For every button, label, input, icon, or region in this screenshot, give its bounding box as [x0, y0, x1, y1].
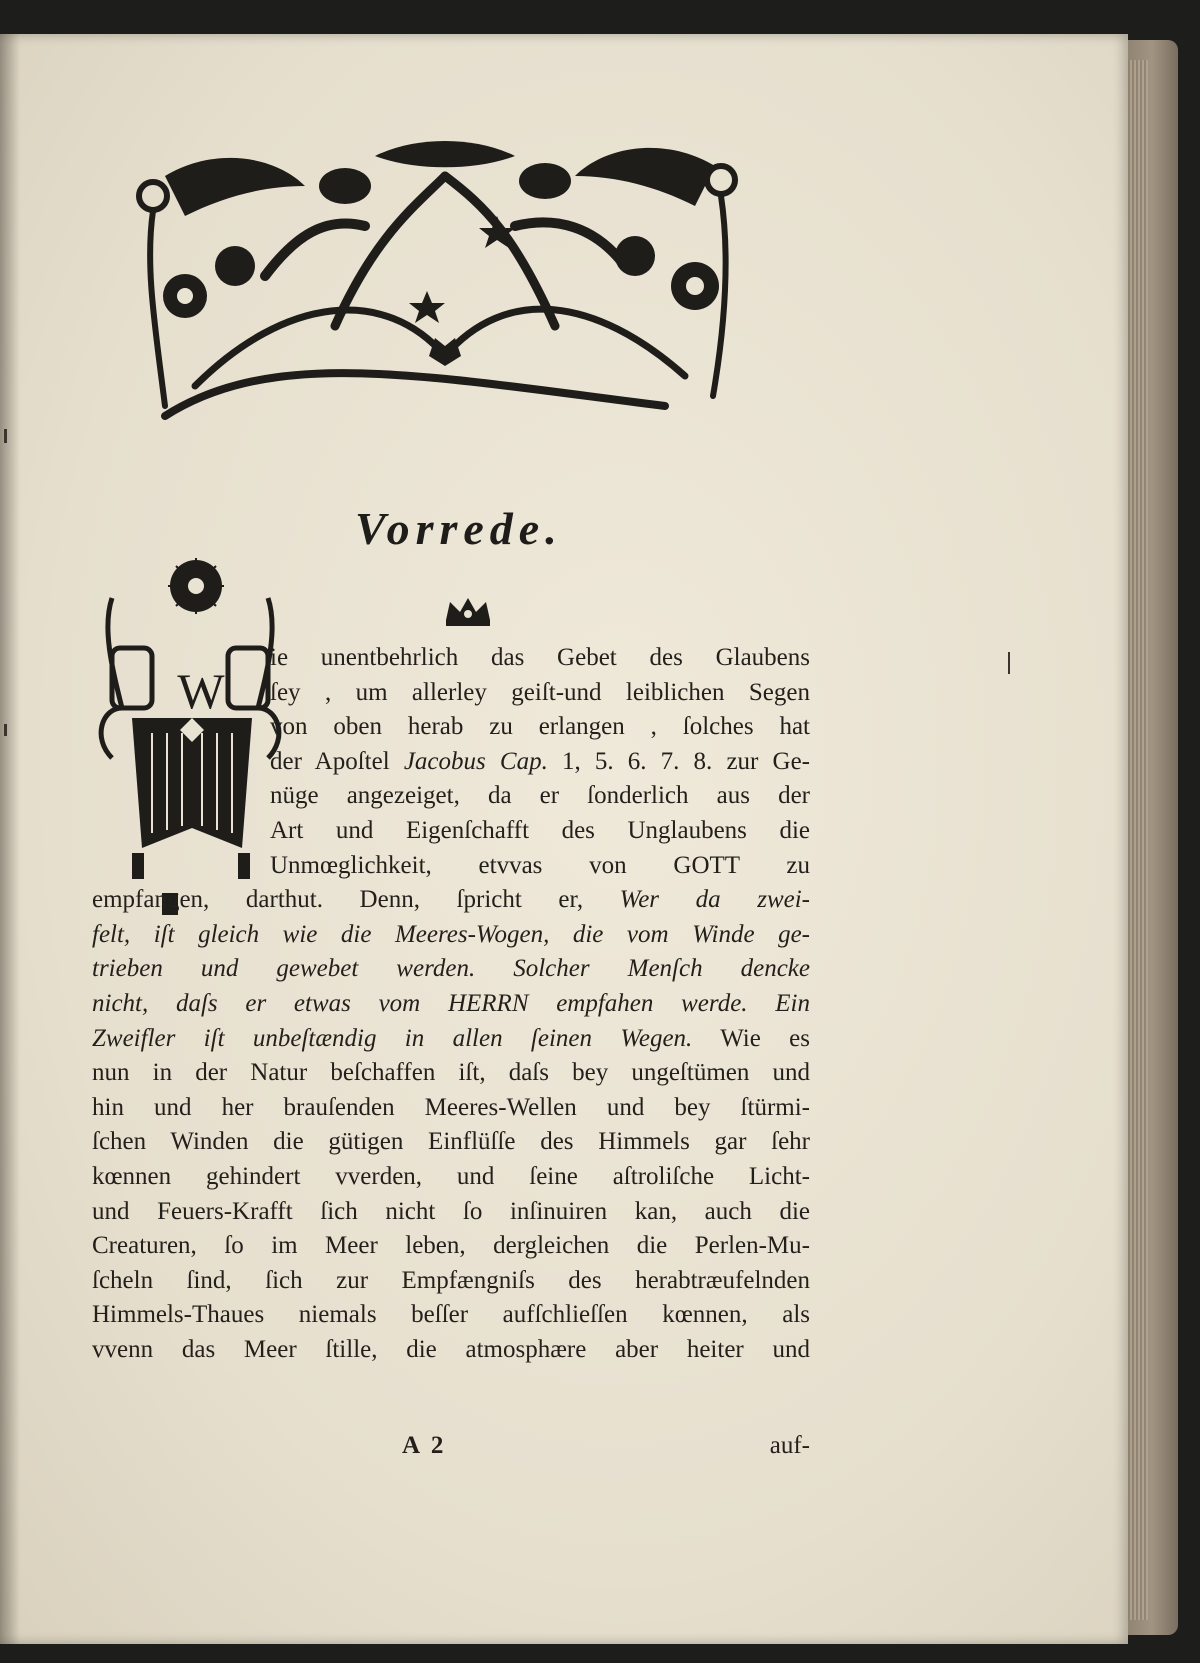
text-line: nicht, daſs er etwas vom HERRN empfahen werde. Ein: [92, 990, 810, 1017]
drop-cap-letter: W: [177, 663, 225, 719]
text-line: Creaturen, ſo im Meer leben, dergleichen die Perlen-Mu-: [92, 1232, 810, 1260]
page-footer: [92, 1432, 810, 1472]
text-line: Unmœglichkeit, etvvas von GOTT zu: [270, 851, 810, 879]
text-line: Zweifler iſt unbeſtændig in allen ſeinen Wegen. Wie es: [92, 1024, 810, 1052]
crown-ornament: [440, 594, 496, 628]
text-line: und Feuers-Krafft ſich nicht ſo inſinuiren kan, auch die: [92, 1197, 810, 1225]
text-line: vvenn das Meer ſtille, die atmosphære aber heiter und: [92, 1336, 810, 1363]
text-line: Himmels-Thaues niemals beſſer aufſchlieſſen kœnnen, als: [92, 1301, 810, 1329]
text-line: trieben und gewebet werden. Solcher Menſch dencke: [92, 955, 810, 983]
text-line: nüge angezeiget, da er ſonderlich aus der: [270, 782, 810, 810]
page-gutter: [0, 34, 20, 1644]
page-title: Vorrede.: [355, 503, 563, 554]
text-line: kœnnen gehindert vverden, und ſeine aſtroliſche Licht-: [92, 1163, 810, 1190]
book-page: [0, 34, 1128, 1644]
text-line: ſcheln ſind, ſich zur Empfængniſs des herabtræufelnden: [92, 1266, 810, 1294]
text-line: ſey , um allerley geiſt-und leiblichen Segen: [270, 678, 810, 706]
text-line: nun in der Natur beſchaffen iſt, daſs bey ungeſtümen und: [92, 1059, 810, 1087]
text-line: ſchen Winden die gütigen Einflüſſe des Himmels gar ſehr: [92, 1128, 810, 1156]
text-line: ie unentbehrlich das Gebet des Glaubens: [270, 644, 810, 671]
woodcut-headpiece-vignette: [125, 116, 755, 436]
text-line: empfangen, darthut. Denn, ſpricht er, Wer da zwei-: [92, 886, 810, 914]
text-line: felt, iſt gleich wie die Meeres-Wogen, die vom Winde ge-: [92, 920, 810, 948]
margin-mark: [4, 724, 7, 736]
catchword: auf-: [769, 1432, 810, 1459]
margin-mark: [1008, 652, 1010, 674]
ornamental-initial-frame: [92, 558, 288, 916]
text-line: der Apoſtel Jacobus Cap. 1, 5. 6. 7. 8. zur Ge-: [270, 747, 810, 775]
text-line: Art und Eigenſchafft des Unglaubens die: [270, 817, 810, 844]
margin-mark: [4, 429, 7, 443]
text-line: von oben herab zu erlangen , ſolches hat: [270, 713, 810, 741]
text-line: hin und her brauſenden Meeres-Wellen und bey ſtürmi-: [92, 1093, 810, 1121]
signature-mark: A 2: [402, 1432, 447, 1459]
